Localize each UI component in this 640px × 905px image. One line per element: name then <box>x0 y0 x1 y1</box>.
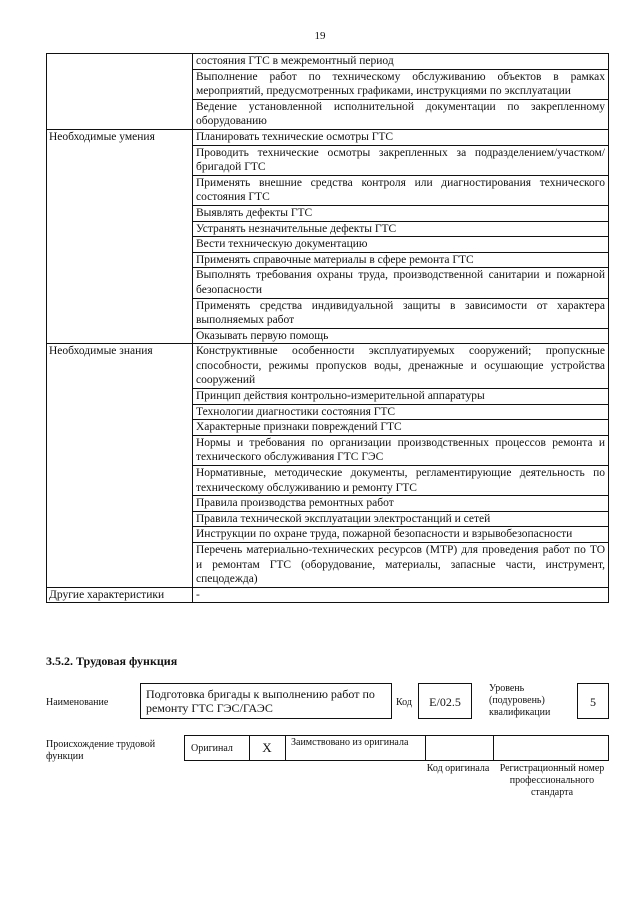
table-cell: Нормативные, методические документы, регламентирующие деятельность по техническому обслуживанию и ремонту ГТС <box>193 466 609 496</box>
original-mark: X <box>249 736 286 760</box>
table-cell: Выполнение работ по техническому обслуживанию объектов в рамках мероприятий, предусмотренных графиками, инструкциями по эксплуатации <box>193 69 609 99</box>
name-label: Наименование <box>46 697 109 708</box>
row-group-label: Другие характеристики <box>47 587 193 603</box>
table-cell: Устранять незначительные дефекты ГТС <box>193 221 609 237</box>
table-cell: Характерные признаки повреждений ГТС <box>193 420 609 436</box>
row-group-label: Необходимые умения <box>47 129 193 343</box>
table-cell: Ведение установленной исполнительной документации по закрепленному оборудованию <box>193 99 609 129</box>
table-row <box>47 344 609 389</box>
origin-label: Происхождение трудовой функции <box>46 739 156 762</box>
code-value-box <box>418 683 472 719</box>
function-name: Подготовка бригады к выполнению работ по ремонту ГТС ГЭС/ГАЭС <box>146 687 375 715</box>
table-cell: Перечень материально-технических ресурсов (МТР) для проведения работ по ТО и ремонтам ГТС (оборудование, материалы, запасные части, инструмент, спецодежда) <box>193 543 609 588</box>
table-cell: Правила производства ремонтных работ <box>193 496 609 512</box>
code-value: E/02.5 <box>429 695 461 709</box>
table-cell: Инструкции по охране труда, пожарной безопасности и взрывобезопасности <box>193 527 609 543</box>
code-caption: Код оригинала <box>426 763 490 774</box>
table-cell: Планировать технические осмотры ГТС <box>193 129 609 145</box>
reg-caption: Регистрационный номер профессионального стандарта <box>499 763 605 798</box>
table-row <box>47 129 609 145</box>
original-label: Оригинал <box>191 743 233 754</box>
table-cell: Правила технической эксплуатации электростанций и сетей <box>193 511 609 527</box>
table-cell: Применять средства индивидуальной защиты в зависимости от характера выполняемых работ <box>193 298 609 328</box>
level-value: 5 <box>590 695 596 709</box>
table-cell: Технологии диагностики состояния ГТС <box>193 404 609 420</box>
origin-table <box>184 735 609 761</box>
table-cell: Нормы и требования по организации производственных процессов ремонта и технического обслуживания ГТС ГЭС <box>193 435 609 465</box>
table-cell: Оказывать первую помощь <box>193 328 609 344</box>
table-cell: - <box>193 587 609 603</box>
row-group-label <box>47 54 193 130</box>
requirements-table <box>46 53 609 603</box>
table-cell: Принцип действия контрольно-измерительной аппаратуры <box>193 389 609 405</box>
table-cell: Конструктивные особенности эксплуатируемых сооружений; пропускные способности, режимы пропусков воды, дренажные и осушающие устройства сооружений <box>193 344 609 389</box>
table-cell: Выполнять требования охраны труда, производственной санитарии и пожарной безопасности <box>193 268 609 298</box>
name-value-box <box>140 683 392 719</box>
reg-number-cell <box>493 736 609 760</box>
code-label: Код <box>396 697 412 708</box>
page-number: 19 <box>314 30 326 42</box>
table-cell: состояния ГТС в межремонтный период <box>193 54 609 70</box>
table-row <box>47 54 609 70</box>
borrowed-label: Заимствовано из оригинала <box>291 737 409 748</box>
table-cell: Проводить технические осмотры закрепленных за подразделением/участком/бригадой ГТС <box>193 145 609 175</box>
row-group-label: Необходимые знания <box>47 344 193 588</box>
original-code-cell <box>425 736 494 760</box>
table-cell: Выявлять дефекты ГТС <box>193 205 609 221</box>
table-cell: Применять внешние средства контроля или диагностирования технического состояния ГТС <box>193 175 609 205</box>
table-cell: Вести техническую документацию <box>193 237 609 253</box>
table-cell: Применять справочные материалы в сфере ремонта ГТС <box>193 252 609 268</box>
table-row <box>47 587 609 603</box>
borrowed-cell <box>285 736 426 760</box>
section-title: 3.5.2. Трудовая функция <box>46 654 178 668</box>
level-value-box <box>577 683 609 719</box>
level-label: Уровень (подуровень) квалификации <box>489 683 551 718</box>
original-cell <box>185 736 250 760</box>
